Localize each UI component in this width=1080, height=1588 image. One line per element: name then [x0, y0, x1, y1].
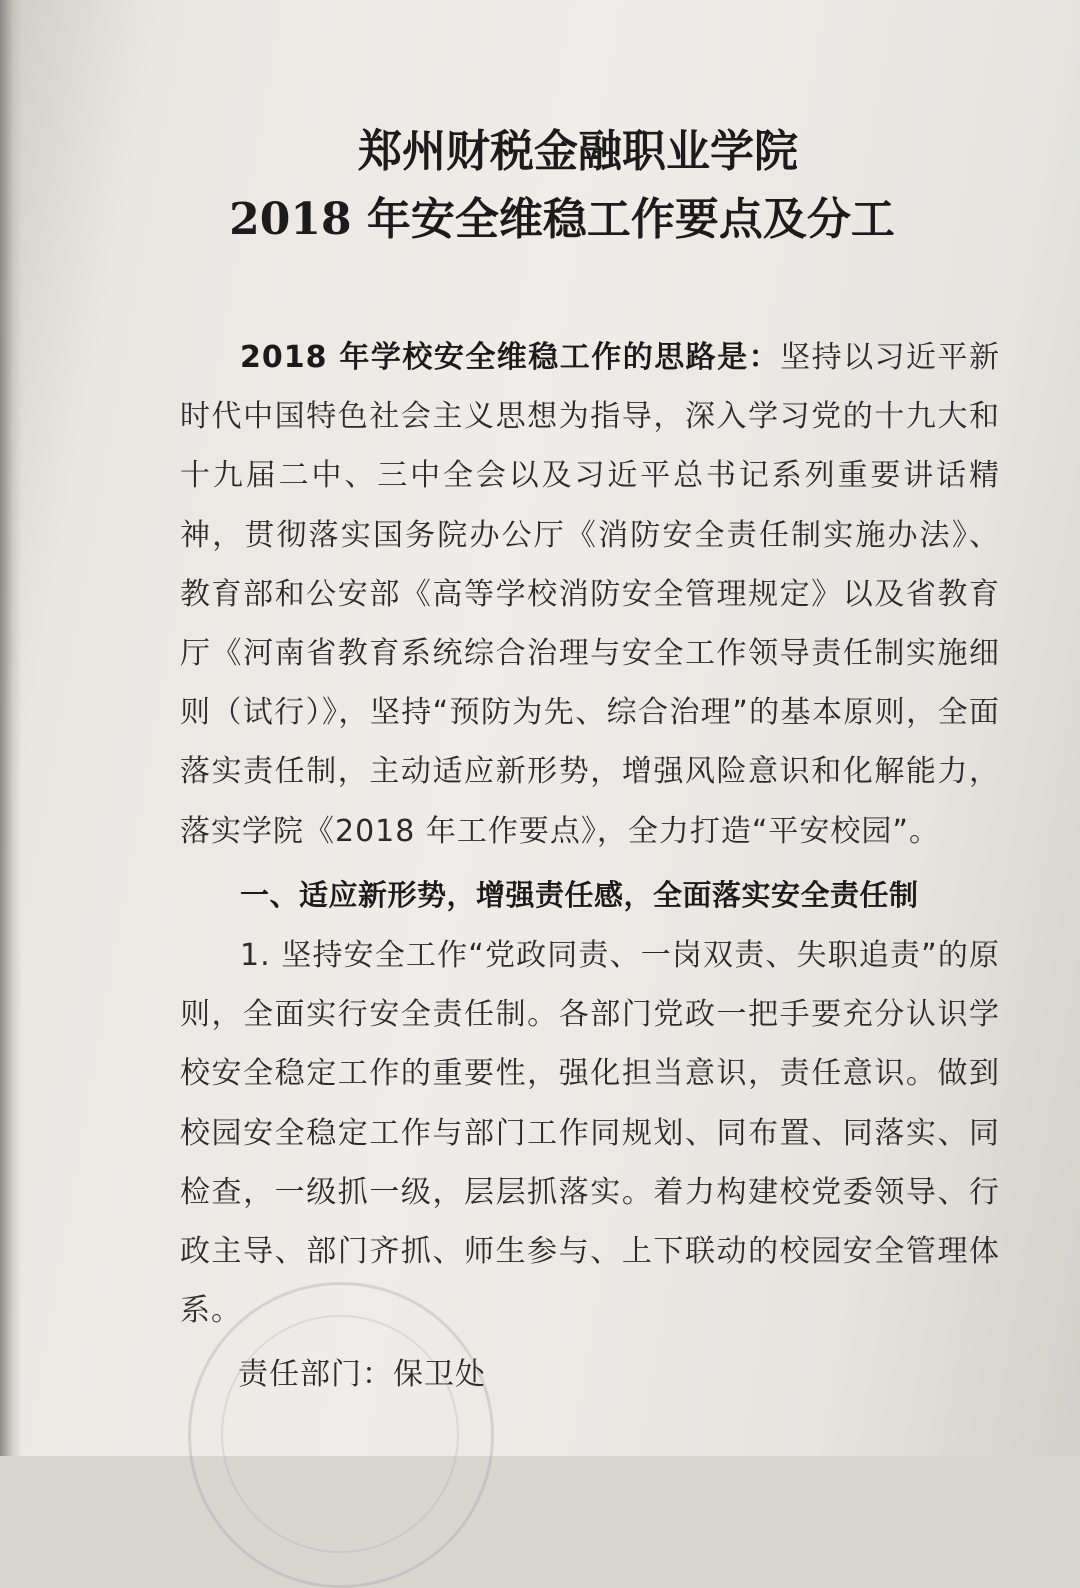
item-1-paragraph: 1. 坚持安全工作“党政同责、一岗双责、失职追责”的原则，全面实行安全责任制。各部门党政一把手要充分认识学校安全稳定工作的重要性，强化担当意识，责任意识。做到校园安全稳定工作与部门工作同规划、同布置、同落实、同检查，一级抓一级，层层抓落实。着力构建校党委领导、行政主导、部门齐抓、师生参与、上下联动的校园安全管理体系。 [180, 938, 1000, 1329]
official-seal [188, 1282, 494, 1588]
document-title-line1: 郑州财税金融职业学院 [358, 126, 798, 177]
document-title-line2: 2018 年安全维稳工作要点及分工 [229, 194, 895, 245]
responsible-department: 责任部门：保卫处 [238, 1357, 486, 1392]
section-1-heading: 一、适应新形势，增强责任感，全面落实安全责任制 [240, 878, 919, 912]
intro-body: 坚持以习近平新时代中国特色社会主义思想为指导，深入学习党的十九大和十九届二中、三中全会以及习近平总书记系列重要讲话精神，贯彻落实国务院办公厅《消防安全责任制实施办法》、教育部和公安部《高等学校消防安全管理规定》以及省教育厅《河南省教育系统综合治理与安全工作领导责任制实施细则（试行）》，坚持“预防为先、综合治理”的基本原则，全面落实责任制，主动适应新形势，增强风险意识和化解能力，落实学院《2018 年工作要点》，全力打造“平安校园”。 [180, 340, 1000, 849]
page-edge-shadow [0, 0, 22, 1456]
intro-paragraph [180, 328, 1000, 861]
intro-lead: 2018 年学校安全维稳工作的思路是： [240, 340, 781, 375]
